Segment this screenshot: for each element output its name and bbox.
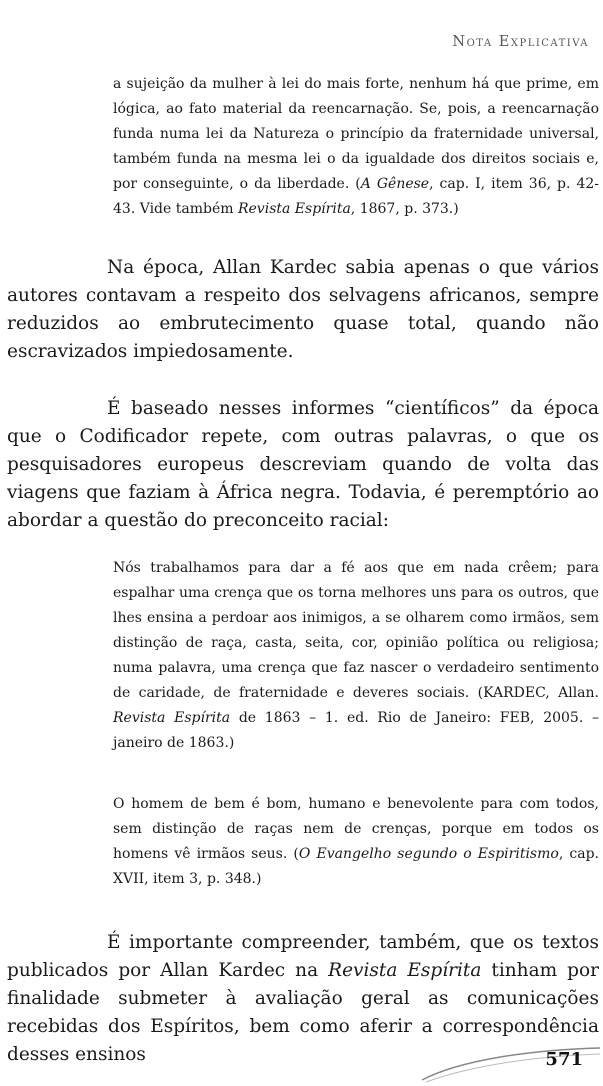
- citation-detail: , 1867, p. 373.): [350, 201, 459, 217]
- body-paragraph: [7, 395, 599, 535]
- body-paragraph: [7, 254, 599, 366]
- citation-title: A Gênese: [360, 176, 430, 192]
- block-quote-genese: [113, 72, 599, 222]
- quote-text: O homem de bem é bom, humano e benevolente para com todos, sem distinção de raças nem de crenças, porque em todos os homens vê irmãos seus. (: [113, 796, 599, 862]
- citation-detail: , cap. I, item 36, p. 42-43. Vide também: [113, 176, 599, 217]
- quote-text: Nós trabalhamos para dar a fé aos que em nada crêem; para espalhar uma crença que os torna melhores uns para os outros, que lhes ensina a perdoar aos inimigos, a se olharem como irmãos, sem distinção de raça, casta, seita, cor, opinião política ou religiosa; numa palavra, uma crença que faz nascer o verdadeiro sentimento de caridade, de fraternidade e deveres sociais. (KARDEC, Allan.: [113, 560, 599, 701]
- block-quote-revista: [113, 556, 599, 756]
- paragraph-text: tinham por finalidade submeter à avaliação geral as comunicações recebidas dos Espíritos, bem como aferir a correspondência desses ensinos: [7, 960, 599, 1065]
- citation-title: O Evangelho segundo o Espiritismo: [298, 846, 559, 862]
- citation-title: Revista Espírita: [113, 710, 231, 726]
- citation-detail: , cap. XVII, item 3, p. 348.): [113, 846, 600, 887]
- paragraph-text: É baseado nesses informes “científicos” da época que o Codificador repete, com outras palavras, o que os pesquisadores europeus descreviam quando de volta das viagens que faziam à África negra. Todavia, é peremptório ao abordar a questão do preconceito racial:: [7, 398, 599, 531]
- citation-detail: de 1863 – 1. ed. Rio de Janeiro: FEB, 2005. – janeiro de 1863.): [113, 710, 600, 751]
- page-number: 571: [545, 1049, 583, 1070]
- quote-text: a sujeição da mulher à lei do mais forte, nenhum há que prime, em lógica, ao fato material da reencarnação. Se, pois, a reencarnação funda numa lei da Natureza o princípio da fraternidade universal, também funda na mesma lei o da igualdade dos direitos sociais e, por conseguinte, o da liberdade. (: [113, 76, 599, 192]
- citation-title: Revista Espírita: [237, 201, 351, 217]
- paragraph-text: É importante compreender, também, que os textos publicados por Allan Kardec na: [7, 932, 599, 981]
- running-header: Nota Explicativa: [452, 34, 589, 50]
- paragraph-text: Na época, Allan Kardec sabia apenas o que vários autores contavam a respeito dos selvagens africanos, sempre reduzidos ao embrutecimento quase total, quando não escravizados impiedosamente.: [7, 257, 599, 362]
- citation-title: Revista Espírita: [328, 960, 482, 981]
- block-quote-evangelho: [113, 792, 599, 892]
